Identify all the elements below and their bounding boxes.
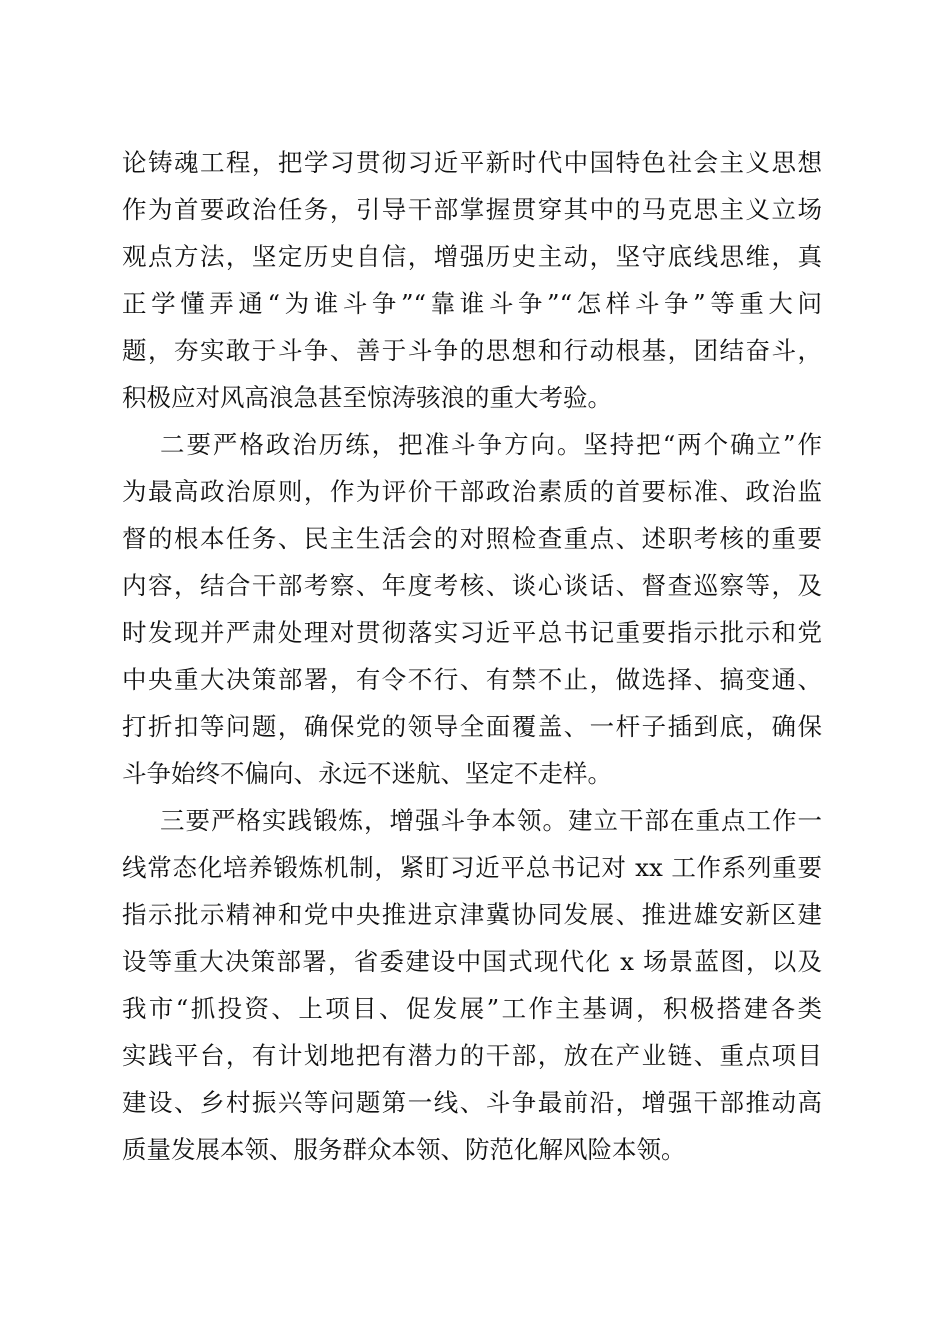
- text-line: 建设、乡村振兴等问题第一线、斗争最前沿，增强干部推动高: [122, 1088, 822, 1117]
- text-line: 论铸魂工程，把学习贯彻习近平新时代中国特色社会主义思想: [122, 148, 822, 177]
- text-line: 质量发展本领、服务群众本领、防范化解风险本领。: [122, 1135, 686, 1164]
- text-line: 为最高政治原则，作为评价干部政治素质的首要标准、政治监: [122, 477, 822, 506]
- text-line: 斗争始终不偏向、永远不迷航、坚定不走样。: [122, 759, 612, 788]
- text-line: 指示批示精神和党中央推进京津冀协同发展、推进雄安新区建: [122, 900, 822, 929]
- text-line: 督的根本任务、民主生活会的对照检查重点、述职考核的重要: [122, 524, 822, 553]
- text-line: 正学懂弄通“为谁斗争”“靠谁斗争”“怎样斗争”等重大问: [122, 289, 822, 318]
- text-line: 中央重大决策部署，有令不行、有禁不止，做选择、搞变通、: [122, 665, 822, 694]
- text-line: 积极应对风高浪急甚至惊涛骇浪的重大考验。: [122, 383, 612, 412]
- text-line: 我市“抓投资、上项目、促发展”工作主基调，积极搭建各类: [122, 994, 822, 1023]
- text-line: 设等重大决策部署，省委建设中国式现代化 x 场景蓝图，以及: [122, 947, 822, 976]
- text-line: 作为首要政治任务，引导干部掌握贯穿其中的马克思主义立场: [122, 195, 822, 224]
- text-line: 线常态化培养锻炼机制，紧盯习近平总书记对 xx 工作系列重要: [122, 853, 822, 882]
- text-line: 实践平台，有计划地把有潜力的干部，放在产业链、重点项目: [122, 1041, 822, 1070]
- text-line: 内容，结合干部考察、年度考核、谈心谈话、督查巡察等，及: [122, 571, 822, 600]
- text-line: 题，夯实敢于斗争、善于斗争的思想和行动根基，团结奋斗，: [122, 336, 822, 365]
- text-line: 打折扣等问题，确保党的领导全面覆盖、一杆子插到底，确保: [122, 712, 822, 741]
- paragraph-3-first-line: 三要严格实践锻炼，增强斗争本领。建立干部在重点工作一: [160, 806, 822, 835]
- text-line: 观点方法，坚定历史自信，增强历史主动，坚守底线思维，真: [122, 242, 822, 271]
- text-line: 时发现并严肃处理对贯彻落实习近平总书记重要指示批示和党: [122, 618, 822, 647]
- paragraph-2-first-line: 二要严格政治历练，把准斗争方向。坚持把“两个确立”作: [160, 430, 822, 459]
